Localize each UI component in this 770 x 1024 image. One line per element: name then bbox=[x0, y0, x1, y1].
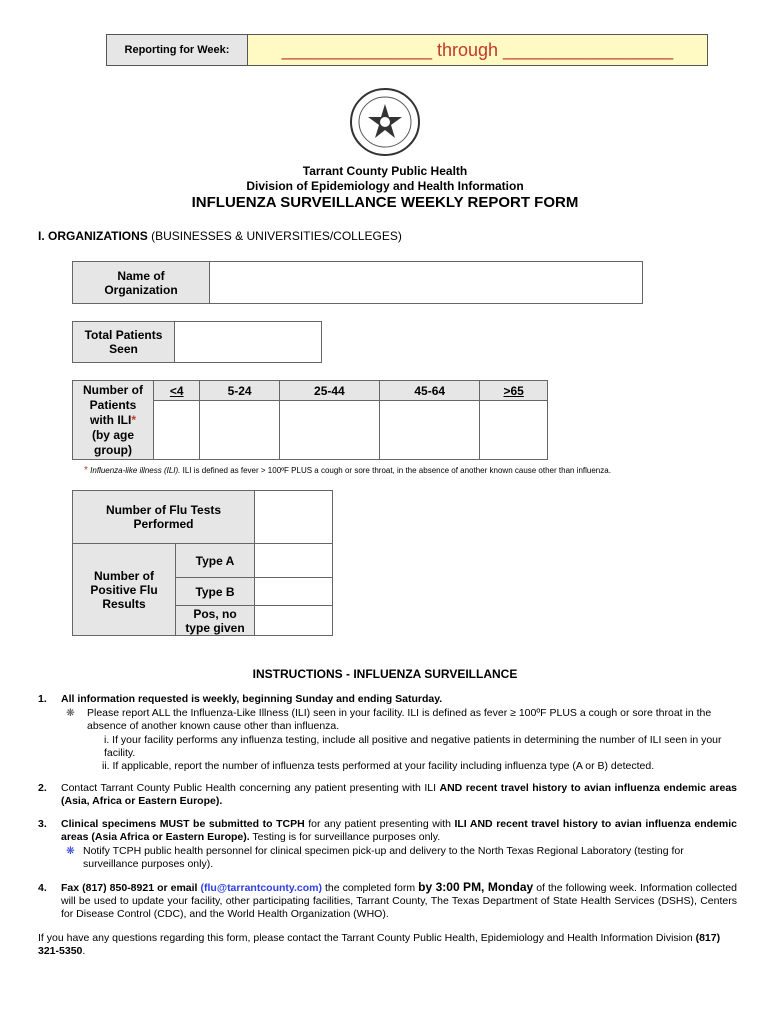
ili-footnote-star: * bbox=[84, 465, 88, 476]
instruction-3-bullet-text: Notify TCPH public health personnel for clinical specimen pick-up and delivery to the North Texas Regional Laboratory (testing for surveillance purposes only). bbox=[83, 845, 684, 870]
age-group-header: 25-44 bbox=[279, 381, 379, 401]
age-group-header: 45-64 bbox=[380, 381, 480, 401]
instruction-3-number: 3. bbox=[38, 818, 47, 830]
org-name-table bbox=[72, 261, 643, 304]
contact-footer-end: . bbox=[82, 945, 86, 957]
total-patients-label-line1: Total Patients bbox=[84, 328, 163, 342]
instruction-3-text-a: Clinical specimens MUST be submitted to TCPH bbox=[61, 818, 305, 830]
ili-label bbox=[73, 381, 154, 460]
ili-label-line3 bbox=[73, 413, 153, 428]
instruction-2-text-b: AND recent travel history to avian influenza endemic areas (Asia, Africa or Eastern Europe). bbox=[61, 782, 737, 807]
ili-footnote-text: ILI is defined as fever > 100ºF PLUS a cough or sore throat, in the absence of another known cause other than influenza. bbox=[180, 466, 611, 475]
no-type-label-line2: type given bbox=[185, 620, 245, 635]
instruction-1-sub-ii: ii. If applicable, report the number of influenza tests performed at your facility including influenza type (A or B) detected. bbox=[102, 760, 655, 772]
positive-flu-label-line2: Positive Flu bbox=[90, 582, 158, 597]
contact-footer bbox=[38, 932, 738, 958]
contact-phone: (817) 321-5350 bbox=[38, 932, 721, 957]
instruction-4-number: 4. bbox=[38, 882, 47, 894]
ili-asterisk: * bbox=[131, 412, 136, 427]
instruction-2-text-a: Contact Tarrant County Public Health concerning any patient presenting with ILI bbox=[61, 782, 440, 794]
flu-tests-input[interactable] bbox=[255, 491, 333, 544]
reporting-week-box bbox=[106, 34, 708, 66]
org-title: Tarrant County Public Health bbox=[302, 164, 468, 178]
ili-footnote bbox=[84, 465, 611, 476]
org-name-label-line1: Name of bbox=[117, 268, 165, 283]
ili-count-input[interactable] bbox=[200, 401, 279, 460]
ili-count-input[interactable] bbox=[380, 401, 480, 460]
division-title: Division of Epidemiology and Health Information bbox=[246, 179, 524, 193]
instruction-4-text-b: the completed form bbox=[321, 882, 419, 894]
age-group-header: >65 bbox=[480, 381, 548, 401]
instruction-3-text-c: ILI AND recent travel history to avian influenza endemic areas (Asia Africa or Eastern Europe). bbox=[61, 818, 737, 843]
type-a-input[interactable] bbox=[255, 544, 333, 578]
ili-age-table bbox=[72, 380, 548, 460]
instruction-3-bullet-icon: ❋ bbox=[66, 845, 75, 857]
email-link[interactable]: (flu@tarrantcounty.com) bbox=[200, 882, 322, 894]
ili-label-line1: Number of bbox=[83, 382, 143, 397]
ili-label-line2: Patients bbox=[89, 397, 137, 412]
positive-flu-label bbox=[73, 544, 176, 636]
flu-tests-label-line2: Performed bbox=[133, 517, 194, 531]
total-patients-label bbox=[73, 322, 175, 363]
instruction-4-deadline: by 3:00 PM, Monday bbox=[418, 880, 534, 894]
flu-tests-label-line1: Number of Flu Tests bbox=[105, 503, 222, 517]
no-type-input[interactable] bbox=[255, 606, 333, 636]
instruction-2-text bbox=[61, 782, 737, 808]
age-group-header: 5-24 bbox=[200, 381, 279, 401]
section-heading bbox=[38, 229, 402, 243]
total-patients-label-line2: Seen bbox=[109, 342, 138, 356]
instruction-3-text-b: for any patient presenting with bbox=[304, 818, 455, 830]
age-group-header: <4 bbox=[154, 381, 200, 401]
total-patients-input[interactable] bbox=[175, 322, 322, 363]
form-title: INFLUENZA SURVEILLANCE WEEKLY REPORT FORM bbox=[191, 194, 579, 211]
type-b-label: Type B bbox=[176, 578, 255, 606]
instruction-1-number: 1. bbox=[38, 693, 47, 705]
org-name-label-line2: Organization bbox=[104, 282, 178, 297]
type-a-label: Type A bbox=[176, 544, 255, 578]
instruction-1-heading: All information requested is weekly, beginning Sunday and ending Saturday. bbox=[61, 693, 443, 705]
instruction-4-text-d: of the following week. Information collected will be used to update your facility, other participating facilities, Tarrant County, The Texas Department of State Health Services (DSHS), Centers for Disease Control (CDC), and the World Health Organization (WHO). bbox=[61, 882, 737, 920]
instruction-1-sub-i: i. If your facility performs any influenza testing, include all positive and negative patients in determining the number of ILI seen in your facility. bbox=[104, 734, 722, 759]
no-type-label-line1: Pos, no bbox=[193, 606, 237, 621]
positive-flu-label-line3: Results bbox=[102, 596, 146, 611]
county-seal-icon bbox=[344, 86, 426, 158]
ili-count-input[interactable] bbox=[154, 401, 200, 460]
instructions-title: INSTRUCTIONS - INFLUENZA SURVEILLANCE bbox=[252, 667, 518, 681]
ili-footnote-italic: Influenza-like illness (ILI). bbox=[90, 466, 181, 475]
ili-count-input[interactable] bbox=[279, 401, 379, 460]
reporting-week-input[interactable]: _______________ through _________________ bbox=[248, 35, 707, 65]
no-type-label bbox=[176, 606, 255, 636]
instruction-2-number: 2. bbox=[38, 782, 47, 794]
instruction-4-text bbox=[61, 881, 737, 921]
section-subtitle: (BUSINESSES & UNIVERSITIES/COLLEGES) bbox=[151, 229, 402, 243]
instruction-1-bullet-icon: ❋ bbox=[66, 707, 75, 719]
org-name-input[interactable] bbox=[210, 262, 643, 304]
section-title: I. ORGANIZATIONS bbox=[38, 229, 148, 243]
flu-tests-label bbox=[73, 491, 255, 544]
ili-label-line4: (by age bbox=[91, 427, 134, 442]
instruction-1-bullet-text: Please report ALL the Influenza-Like Illness (ILI) seen in your facility. ILI is defined as fever ≥ 100ºF PLUS a cough or sore throat in the absence of another known cause other than influenza. bbox=[87, 707, 712, 732]
type-b-input[interactable] bbox=[255, 578, 333, 606]
instruction-3-text bbox=[61, 818, 737, 844]
ili-label-line5: group) bbox=[94, 442, 132, 457]
positive-flu-label-line1: Number of bbox=[94, 568, 154, 583]
instruction-4-text-a: Fax (817) 850-8921 or email bbox=[61, 882, 201, 894]
org-name-label bbox=[73, 262, 210, 304]
flu-tests-table bbox=[72, 490, 333, 636]
instruction-3-text-d: Testing is for surveillance purposes only. bbox=[249, 831, 441, 843]
ili-count-input[interactable] bbox=[480, 401, 548, 460]
ili-label-line3-text: with ILI bbox=[90, 412, 132, 427]
contact-footer-text: If you have any questions regarding this form, please contact the Tarrant County Public Health, Epidemiology and Health Information Division bbox=[38, 932, 696, 944]
reporting-week-label: Reporting for Week: bbox=[107, 35, 248, 65]
total-patients-table bbox=[72, 321, 322, 363]
